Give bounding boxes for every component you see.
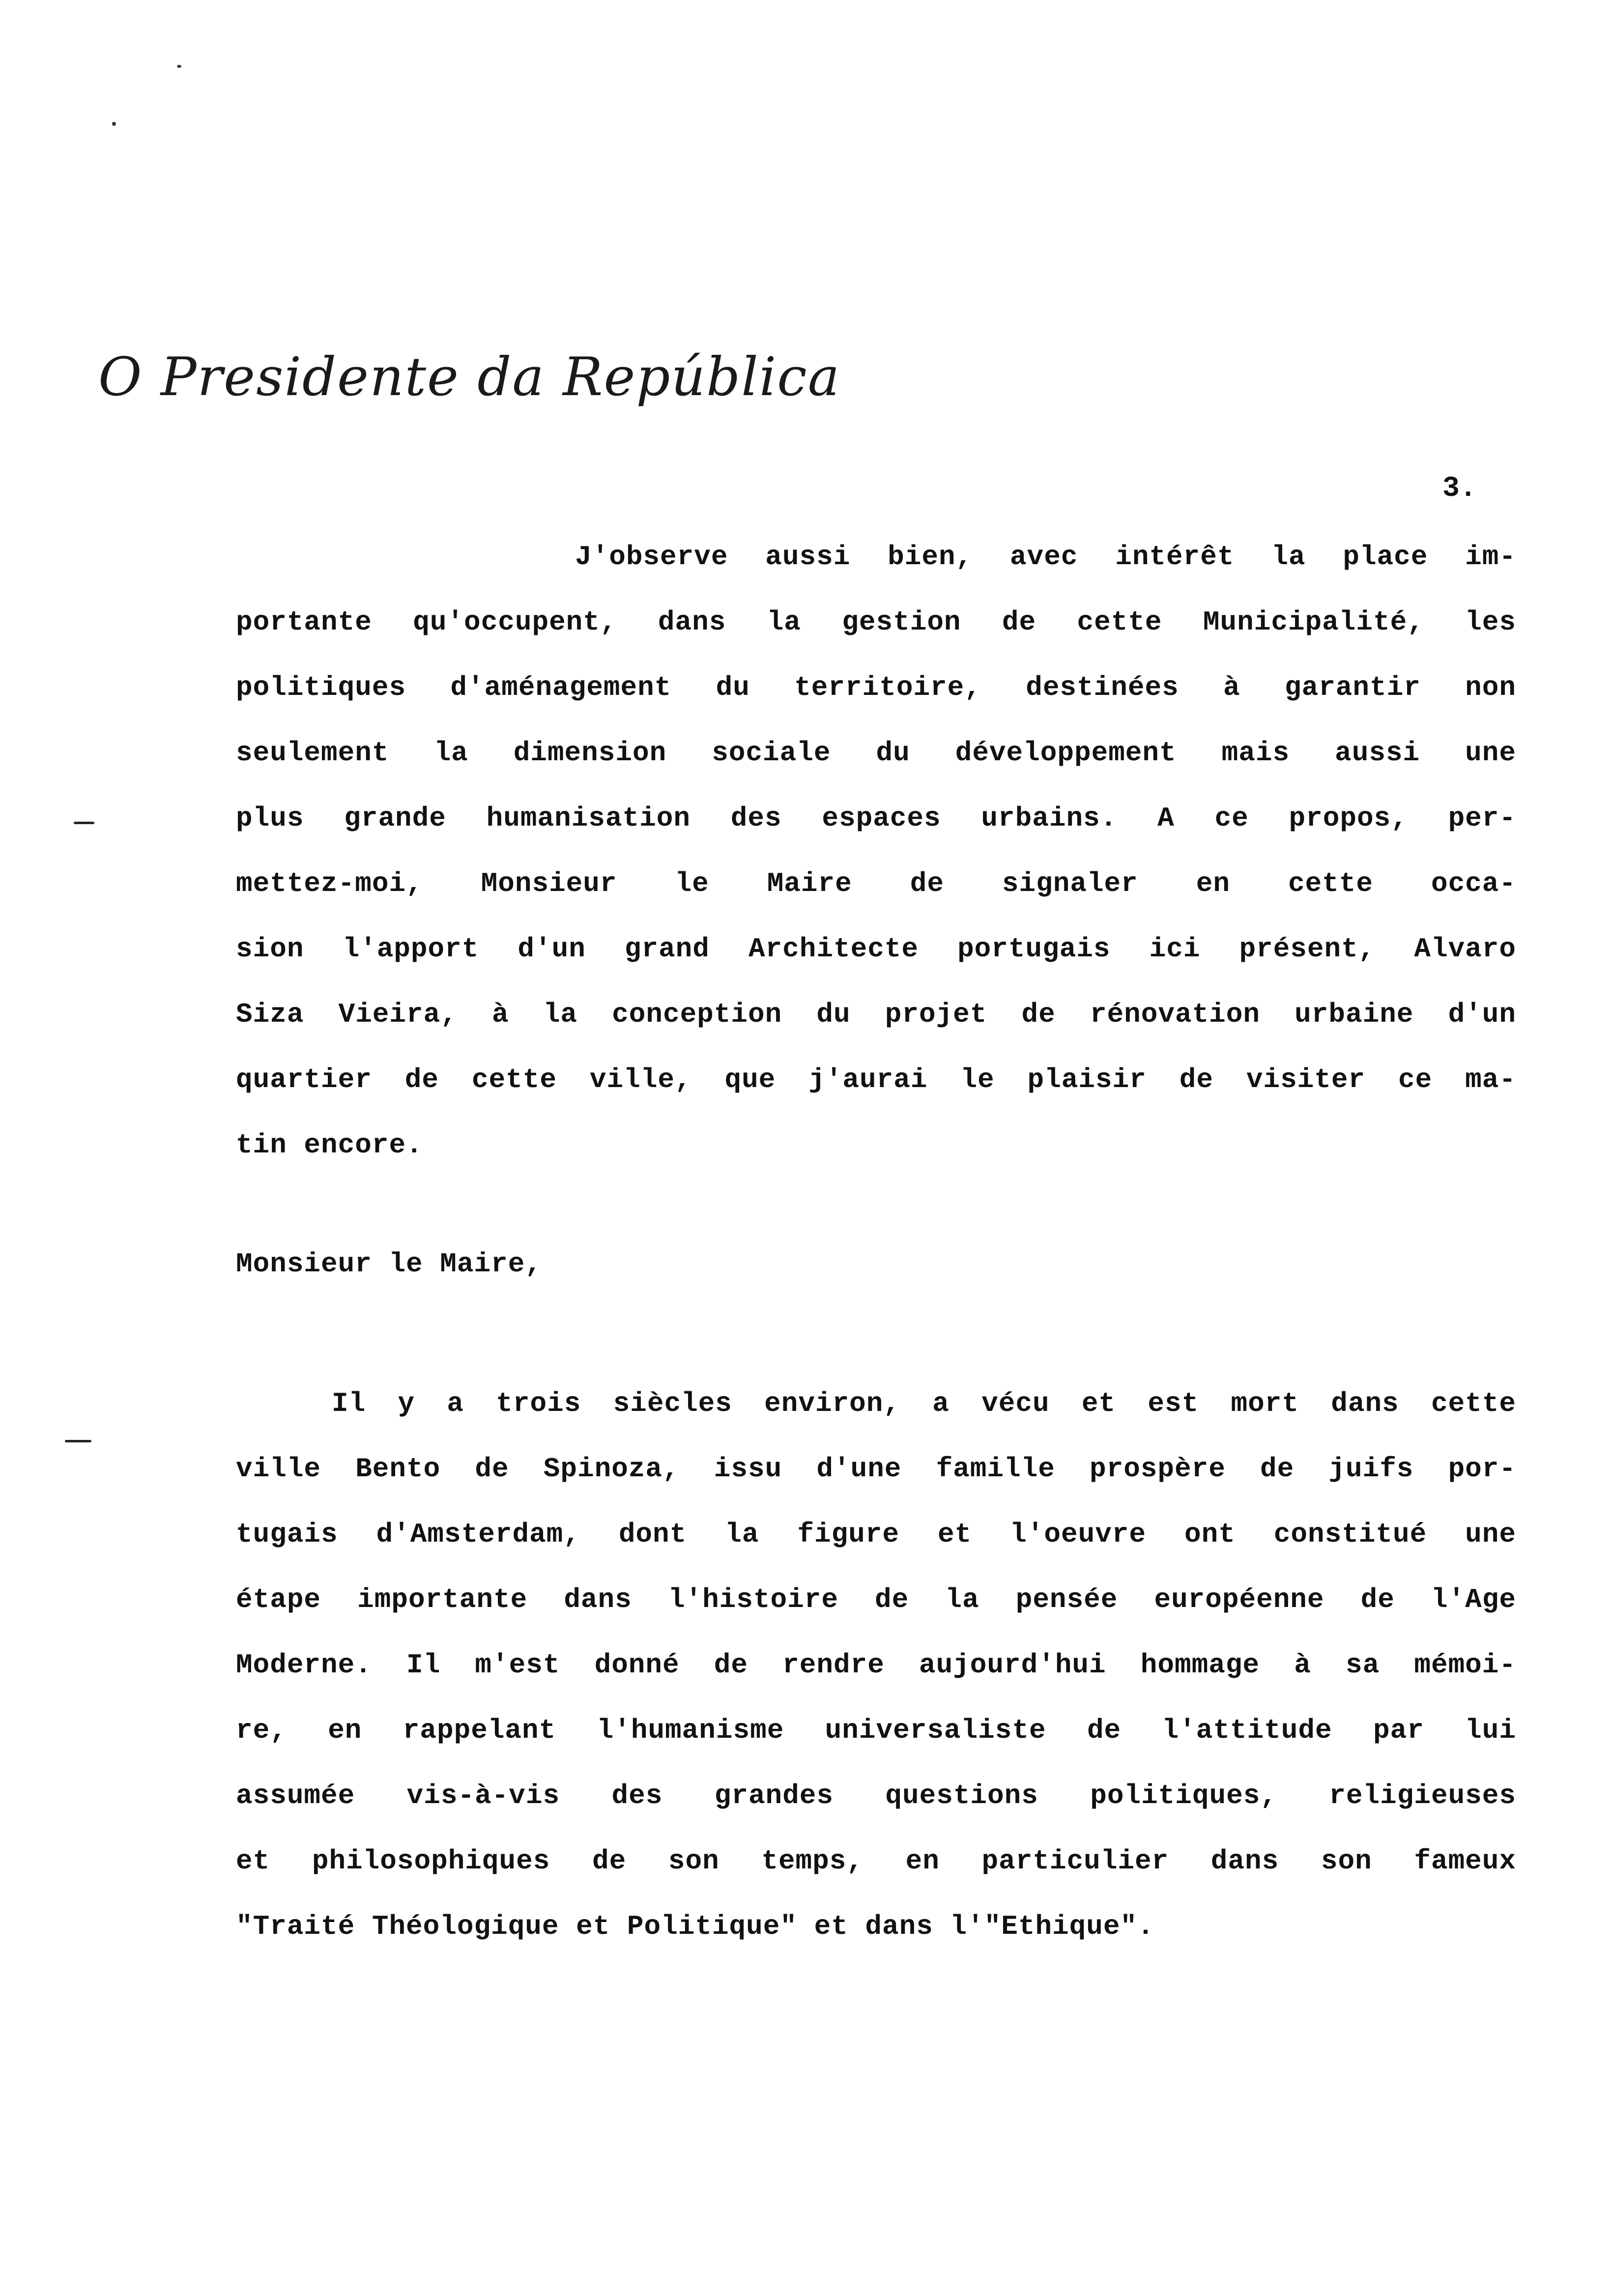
- paragraph-line: Moderne. Il m'est donné de rendre aujourd'hui hommage à sa mémoi-: [236, 1649, 1516, 1681]
- paragraph-line: tugais d'Amsterdam, dont la figure et l'oeuvre ont constitué une: [236, 1519, 1516, 1550]
- paragraph-line: et philosophiques de son temps, en particulier dans son fameux: [236, 1845, 1516, 1877]
- paragraph-line: ville Bento de Spinoza, issu d'une famille prospère de juifs por-: [236, 1453, 1516, 1485]
- paragraph-line: sion l'apport d'un grand Architecte portugais ici présent, Alvaro: [236, 933, 1516, 965]
- paragraph-line: assumée vis-à-vis des grandes questions politiques, religieuses: [236, 1780, 1516, 1811]
- paragraph-line: Siza Vieira, à la conception du projet de rénovation urbaine d'un: [236, 999, 1516, 1030]
- paragraph-line: plus grande humanisation des espaces urbains. A ce propos, per-: [236, 803, 1516, 834]
- letterhead-title: O Presidente da República: [98, 346, 841, 408]
- margin-mark: [74, 822, 94, 824]
- paragraph-line: Il y a trois siècles environ, a vécu et est mort dans cette: [332, 1388, 1516, 1419]
- page-number: 3.: [1442, 473, 1477, 505]
- paragraph-line: politiques d'aménagement du territoire, destinées à garantir non: [236, 672, 1516, 703]
- paragraph-line: seulement la dimension sociale du développement mais aussi une: [236, 737, 1516, 769]
- salutation: Monsieur le Maire,: [236, 1248, 542, 1280]
- scan-speck: [177, 65, 181, 68]
- paragraph-line: étape importante dans l'histoire de la pensée européenne de l'Age: [236, 1584, 1516, 1615]
- paragraph-line: re, en rappelant l'humanisme universaliste de l'attitude par lui: [236, 1715, 1516, 1746]
- paragraph-line: quartier de cette ville, que j'aurai le plaisir de visiter ce ma-: [236, 1064, 1516, 1095]
- paragraph-line: J'observe aussi bien, avec intérêt la place im-: [575, 541, 1516, 573]
- paragraph-line: mettez-moi, Monsieur le Maire de signaler en cette occa-: [236, 868, 1516, 899]
- margin-mark: [65, 1440, 91, 1442]
- paragraph-line: "Traité Théologique et Politique" et dans l'"Ethique".: [236, 1911, 1154, 1942]
- paragraph-line: portante qu'occupent, dans la gestion de cette Municipalité, les: [236, 606, 1516, 638]
- scan-speck: [112, 122, 116, 126]
- paragraph-line: tin encore.: [236, 1129, 423, 1161]
